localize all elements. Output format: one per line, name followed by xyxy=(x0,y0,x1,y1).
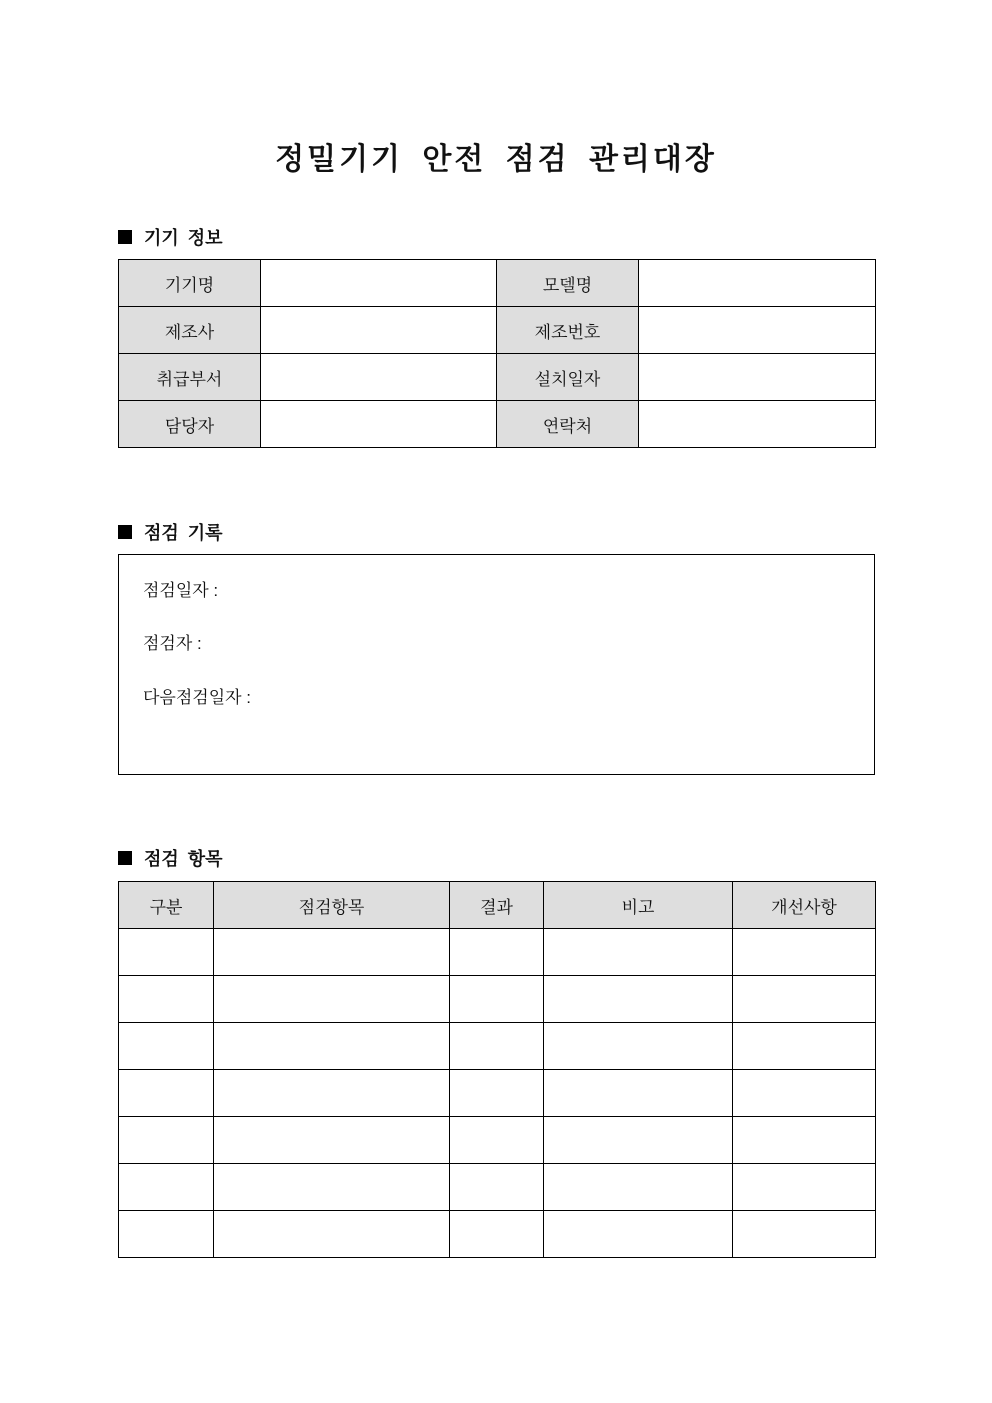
table-cell[interactable] xyxy=(119,976,214,1023)
table-cell[interactable] xyxy=(544,1164,733,1211)
field-label: 담당자 xyxy=(119,401,261,448)
table-cell[interactable] xyxy=(733,1023,876,1070)
table-cell[interactable] xyxy=(544,976,733,1023)
field-value-input[interactable] xyxy=(261,401,497,448)
table-cell[interactable] xyxy=(544,1070,733,1117)
field-label: 기기명 xyxy=(119,260,261,307)
table-cell[interactable] xyxy=(544,929,733,976)
section-heading-inspection-record xyxy=(118,519,223,545)
section-label: 점검 항목 xyxy=(144,849,223,869)
field-value-input[interactable] xyxy=(639,401,876,448)
table-cell[interactable] xyxy=(544,1117,733,1164)
field-value-input[interactable] xyxy=(639,260,876,307)
table-cell[interactable] xyxy=(733,1211,876,1258)
field-value-input[interactable] xyxy=(639,307,876,354)
field-label: 설치일자 xyxy=(497,354,639,401)
section-heading-device-info xyxy=(118,224,223,250)
table-row xyxy=(119,976,876,1023)
table-cell[interactable] xyxy=(450,1117,544,1164)
square-bullet-icon xyxy=(118,525,132,539)
table-row xyxy=(119,1117,876,1164)
table-row xyxy=(119,1023,876,1070)
field-value-input[interactable] xyxy=(261,307,497,354)
table-cell[interactable] xyxy=(450,1070,544,1117)
table-row xyxy=(119,260,876,307)
table-cell[interactable] xyxy=(119,929,214,976)
field-label: 모델명 xyxy=(497,260,639,307)
field-label: 연락처 xyxy=(497,401,639,448)
next-inspection-date-field[interactable]: 다음점검일자 : xyxy=(143,688,251,707)
table-cell[interactable] xyxy=(214,1117,450,1164)
table-cell[interactable] xyxy=(544,1211,733,1258)
section-heading-inspection-items xyxy=(118,845,223,871)
table-cell[interactable] xyxy=(544,1023,733,1070)
inspector-field[interactable]: 점검자 : xyxy=(143,634,202,653)
table-cell[interactable] xyxy=(119,1117,214,1164)
inspection-items-table xyxy=(118,881,876,1258)
table-cell[interactable] xyxy=(450,976,544,1023)
table-row xyxy=(119,929,876,976)
table-cell[interactable] xyxy=(450,1023,544,1070)
table-cell[interactable] xyxy=(733,1117,876,1164)
table-cell[interactable] xyxy=(733,929,876,976)
table-cell[interactable] xyxy=(214,929,450,976)
table-cell[interactable] xyxy=(450,1164,544,1211)
table-cell[interactable] xyxy=(119,1070,214,1117)
device-info-table xyxy=(118,259,876,448)
table-cell[interactable] xyxy=(214,976,450,1023)
section-label: 점검 기록 xyxy=(144,523,223,543)
column-header: 구분 xyxy=(119,882,214,929)
field-label: 제조사 xyxy=(119,307,261,354)
column-header: 비고 xyxy=(544,882,733,929)
square-bullet-icon xyxy=(118,851,132,865)
field-value-input[interactable] xyxy=(261,354,497,401)
page-title: 정밀기기 안전 점검 관리대장 xyxy=(275,143,717,176)
table-cell[interactable] xyxy=(733,1070,876,1117)
section-label: 기기 정보 xyxy=(144,228,223,248)
column-header: 개선사항 xyxy=(733,882,876,929)
table-row xyxy=(119,1211,876,1258)
table-cell[interactable] xyxy=(214,1023,450,1070)
table-row xyxy=(119,354,876,401)
table-cell[interactable] xyxy=(119,1211,214,1258)
table-cell[interactable] xyxy=(733,976,876,1023)
table-cell[interactable] xyxy=(450,929,544,976)
table-cell[interactable] xyxy=(214,1164,450,1211)
field-label: 제조번호 xyxy=(497,307,639,354)
field-value-input[interactable] xyxy=(261,260,497,307)
table-cell[interactable] xyxy=(119,1023,214,1070)
table-row xyxy=(119,1164,876,1211)
table-cell[interactable] xyxy=(119,1164,214,1211)
table-cell[interactable] xyxy=(214,1211,450,1258)
field-label: 취급부서 xyxy=(119,354,261,401)
table-cell[interactable] xyxy=(733,1164,876,1211)
table-row xyxy=(119,1070,876,1117)
square-bullet-icon xyxy=(118,230,132,244)
table-cell[interactable] xyxy=(214,1070,450,1117)
table-cell[interactable] xyxy=(450,1211,544,1258)
inspection-date-field[interactable]: 점검일자 : xyxy=(143,581,219,600)
table-row xyxy=(119,401,876,448)
column-header: 결과 xyxy=(450,882,544,929)
table-row xyxy=(119,307,876,354)
inspection-record-box xyxy=(118,554,875,775)
column-header: 점검항목 xyxy=(214,882,450,929)
field-value-input[interactable] xyxy=(639,354,876,401)
